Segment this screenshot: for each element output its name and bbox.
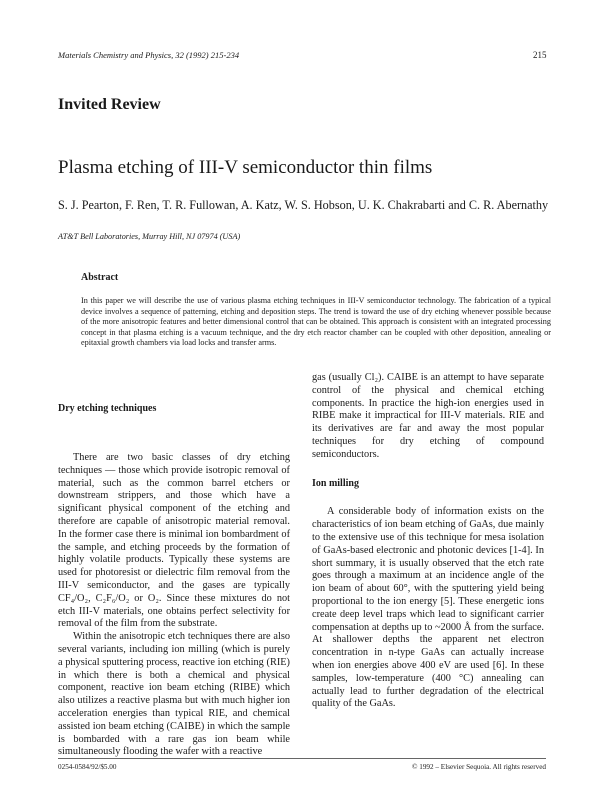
paragraph: A considerable body of information exists on the characteristics of ion beam etching of GaAs, due mainly to the extensive use of this technique for mesa isolation of GaAs-based electronic and photonic devices [1-4]. In short summary, it is usually observed that the etch rate goes through a maximum at an incidence angle of the ion beam of about 60°, with the sputtering yield being proportional to the ion energy [5]. These energetic ions create deep level traps which lead to significant carrier compensation at depths up to ~2000 Å from the surface. At shallower depths the apparent net electron concentration in n-type GaAs can actually increase when ion energies above 400 eV are used [6]. In these samples, low-temperature (400 °C) annealing can actually lead to further degradation of the electrical quality of the GaAs. (312, 506, 544, 710)
abstract-heading: Abstract (81, 272, 119, 283)
journal-citation: Materials Chemistry and Physics, 32 (1992) 215-234 (58, 50, 240, 60)
section-label: Invited Review (58, 96, 161, 113)
author-list: S. J. Pearton, F. Ren, T. R. Fullowan, A. Katz, W. S. Hobson, U. K. Chakrabarti and C. R. Abernathy (58, 198, 549, 212)
affiliation: AT&T Bell Laboratories, Murray Hill, NJ 07974 (USA) (58, 232, 241, 241)
footer-rule (58, 758, 546, 759)
paragraph: Within the anisotropic etch techniques there are also several variants, including ion milling (which is purely a physical sputtering process, reactive ion etching (RIE) in which there is both a chemical and physical component, reactive ion beam etching (RIBE) which also utilizes a reactive plasma but with much higher ion acceleration energies than typical RIE, and chemical assisted ion beam etching (CAIBE) in which the sample is bombarded with a rare gas ion beam while simultaneously flooding the wafer with a reactive (58, 631, 290, 758)
abstract-text: In this paper we will describe the use of various plasma etching techniques in III-V semiconductor technology. The fabrication of a typical device involves a sequence of patterning, etching and deposition steps. The trend is toward the use of dry etching whenever possible because of the more anisotropic features and better dimensional control that can be obtained. This approach is consistent with an integrated processing concept in that plasma etching is a vacuum technique, and the dry etch reactor chamber can be coupled with other deposition, annealing or epitaxial growth chambers via load locks and transfer arms. (81, 296, 551, 348)
paragraph: There are two basic classes of dry etching techniques — those which provide isotropic removal of material, such as the common barrel etchers or downstream strippers, and those which have a significant physical component of the etching and therefore are capable of anisotropic material removal. In the former case there is minimal ion bombardment of the sample, and etching proceeds by the formation of highly volatile products. Typically these systems are used for photoresist or dielectric film removal from the III-V semiconductor, and the gases are typically CF₄/O₂, C₂F₆/O₂ or O₂. Since these mixtures do not etch III-V materials, one obtains perfect selectivity for removal of the film from the substrate. (58, 452, 290, 630)
body-column-right (312, 372, 544, 711)
page-number: 215 (533, 50, 547, 60)
section-heading-dry-etching: Dry etching techniques (58, 403, 157, 414)
article-title: Plasma etching of III-V semiconductor thin films (58, 157, 433, 178)
footer-issn: 0254-0584/92/$5.00 (58, 763, 117, 771)
section-heading-ion-milling: Ion milling (312, 477, 359, 489)
paragraph-continued: gas (usually Cl₂). CAIBE is an attempt to have separate control of the physical and chemical etching components. In practice the high-ion energies used in RIBE make it impractical for III-V materials. RIE and its derivatives are far and away the most popular techniques for dry etching of compound semiconductors. (312, 372, 544, 460)
footer-copyright: © 1992 – Elsevier Sequoia. All rights reserved (411, 763, 546, 771)
body-column-left (58, 404, 290, 759)
